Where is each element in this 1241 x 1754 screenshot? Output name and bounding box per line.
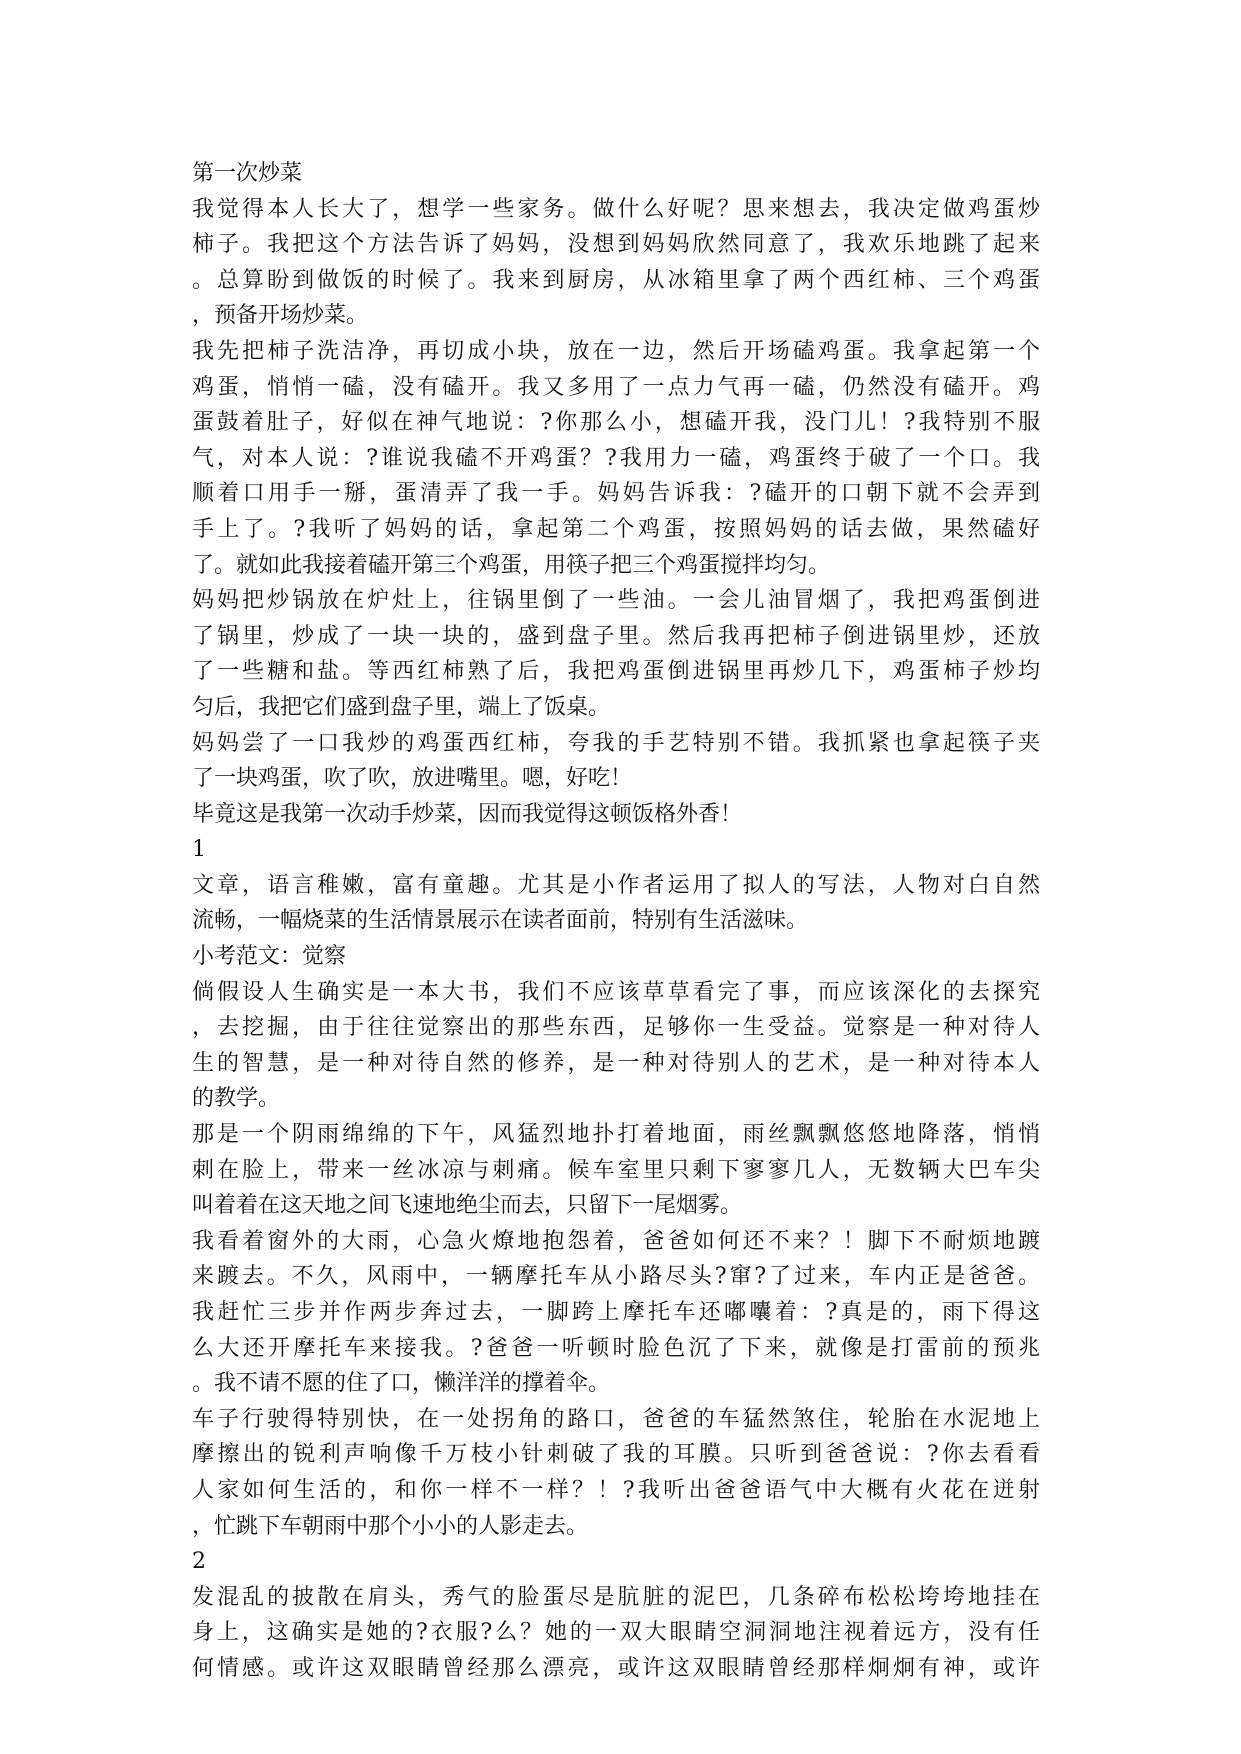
text-line: 。我不请不愿的住了口，懒洋洋的撑着伞。 bbox=[192, 1371, 611, 1397]
text-line: 第一次炒菜 bbox=[192, 161, 303, 186]
text-line: 人家如何生活的，和你一样不一样？！?我听出爸爸语气中大概有火花在迸射 bbox=[192, 1477, 1040, 1503]
text-line: 那是一个阴雨绵绵的下午，风猛烈地扑打着地面，雨丝飘飘悠悠地降落，悄悄 bbox=[192, 1122, 1040, 1148]
text-line: 1 bbox=[192, 837, 206, 863]
text-line: ，忙跳下车朝雨中那个小小的人影走去。 bbox=[192, 1513, 589, 1539]
text-line: 何情感。或许这双眼睛曾经那么漂亮，或许这双眼睛曾经那样炯炯有神，或许 bbox=[192, 1655, 1040, 1681]
text-line: 叫着着在这天地之间飞速地绝尘而去，只留下一尾烟雾。 bbox=[192, 1193, 743, 1219]
text-line: ，去挖掘，由于往往觉察出的那些东西，足够你一生受益。觉察是一种对待人 bbox=[192, 1015, 1040, 1041]
text-line: 毕竟这是我第一次动手炒菜，因而我觉得这顿饭格外香！ bbox=[192, 801, 743, 827]
text-line: 我觉得本人长大了，想学一些家务。做什么好呢？思来想去，我决定做鸡蛋炒 bbox=[192, 196, 1040, 222]
text-line: 鸡蛋，悄悄一磕，没有磕开。我又多用了一点力气再一磕，仍然没有磕开。鸡 bbox=[192, 374, 1040, 400]
text-line: 了。就如此我接着磕开第三个鸡蛋，用筷子把三个鸡蛋搅拌均匀。 bbox=[192, 552, 831, 578]
text-line: 文章，语言稚嫩，富有童趣。尤其是小作者运用了拟人的写法，人物对白自然 bbox=[192, 872, 1040, 898]
text-line: ，预备开场炒菜。 bbox=[192, 303, 369, 329]
text-line: 柿子。我把这个方法告诉了妈妈，没想到妈妈欣然同意了，我欢乐地跳了起来 bbox=[192, 232, 1040, 258]
text-line: 了一块鸡蛋，吹了吹，放进嘴里。嗯，好吃！ bbox=[192, 766, 633, 792]
text-line: 我看着窗外的大雨，心急火燎地抱怨着，爸爸如何还不来？！脚下不耐烦地踱 bbox=[192, 1228, 1040, 1254]
text-line: 来踱去。不久，风雨中，一辆摩托车从小路尽头?窜?了过来，车内正是爸爸。 bbox=[192, 1264, 1040, 1290]
text-line: 么大还开摩托车来接我。?爸爸一听顿时脸色沉了下来，就像是打雷前的预兆 bbox=[192, 1335, 1040, 1361]
text-line: 了一些糖和盐。等西红柿熟了后，我把鸡蛋倒进锅里再炒几下，鸡蛋柿子炒均 bbox=[192, 659, 1040, 685]
text-line: 生的智慧，是一种对待自然的修养，是一种对待别人的艺术，是一种对待本人 bbox=[192, 1050, 1040, 1076]
text-line: 气，对本人说：?谁说我磕不开鸡蛋？?我用力一磕，鸡蛋终于破了一个口。我 bbox=[192, 445, 1040, 471]
text-line: 妈妈尝了一口我炒的鸡蛋西红柿，夸我的手艺特别不错。我抓紧也拿起筷子夹 bbox=[192, 730, 1040, 756]
text-line: 刺在脸上，带来一丝冰凉与刺痛。候车室里只剩下寥寥几人，无数辆大巴车尖 bbox=[192, 1157, 1040, 1183]
text-line: 发混乱的披散在肩头，秀气的脸蛋尽是肮脏的泥巴，几条碎布松松垮垮地挂在 bbox=[192, 1584, 1040, 1610]
text-line: 。总算盼到做饭的时候了。我来到厨房，从冰箱里拿了两个西红柿、三个鸡蛋 bbox=[192, 267, 1040, 293]
text-line: 倘假设人生确实是一本大书，我们不应该草草看完了事，而应该深化的去探究 bbox=[192, 979, 1040, 1005]
text-line: 摩擦出的锐利声响像千万枝小针刺破了我的耳膜。只听到爸爸说：?你去看看 bbox=[192, 1442, 1040, 1468]
text-line: 的教学。 bbox=[192, 1086, 281, 1112]
text-line: 蛋鼓着肚子，好似在神气地说：?你那么小，想磕开我，没门儿！?我特别不服 bbox=[192, 410, 1040, 436]
text-line: 流畅，一幅烧菜的生活情景展示在读者面前，特别有生活滋味。 bbox=[192, 908, 809, 934]
text-line: 我赶忙三步并作两步奔过去，一脚跨上摩托车还嘟囔着：?真是的，雨下得这 bbox=[192, 1300, 1040, 1325]
text-line: 手上了。?我听了妈妈的话，拿起第二个鸡蛋，按照妈妈的话去做，果然磕好 bbox=[192, 516, 1040, 542]
text-line: 身上，这确实是她的?衣服?么？她的一双大眼睛空洞洞地注视着远方，没有任 bbox=[192, 1620, 1040, 1646]
text-line: 车子行驶得特别快，在一处拐角的路口，爸爸的车猛然煞住，轮胎在水泥地上 bbox=[192, 1406, 1040, 1432]
text-line: 顺着口用手一掰，蛋清弄了我一手。妈妈告诉我：?磕开的口朝下就不会弄到 bbox=[192, 481, 1040, 507]
text-line: 2 bbox=[192, 1549, 206, 1575]
text-line: 我先把柿子洗洁净，再切成小块，放在一边，然后开场磕鸡蛋。我拿起第一个 bbox=[192, 338, 1040, 364]
text-line: 匀后，我把它们盛到盘子里，端上了饭桌。 bbox=[192, 694, 611, 720]
text-line: 小考范文：觉察 bbox=[192, 944, 347, 970]
text-line: 妈妈把炒锅放在炉灶上，往锅里倒了一些油。一会儿油冒烟了，我把鸡蛋倒进 bbox=[192, 588, 1040, 614]
text-line: 了锅里，炒成了一块一块的，盛到盘子里。然后我再把柿子倒进锅里炒，还放 bbox=[192, 623, 1040, 649]
document-page bbox=[192, 156, 1040, 1687]
